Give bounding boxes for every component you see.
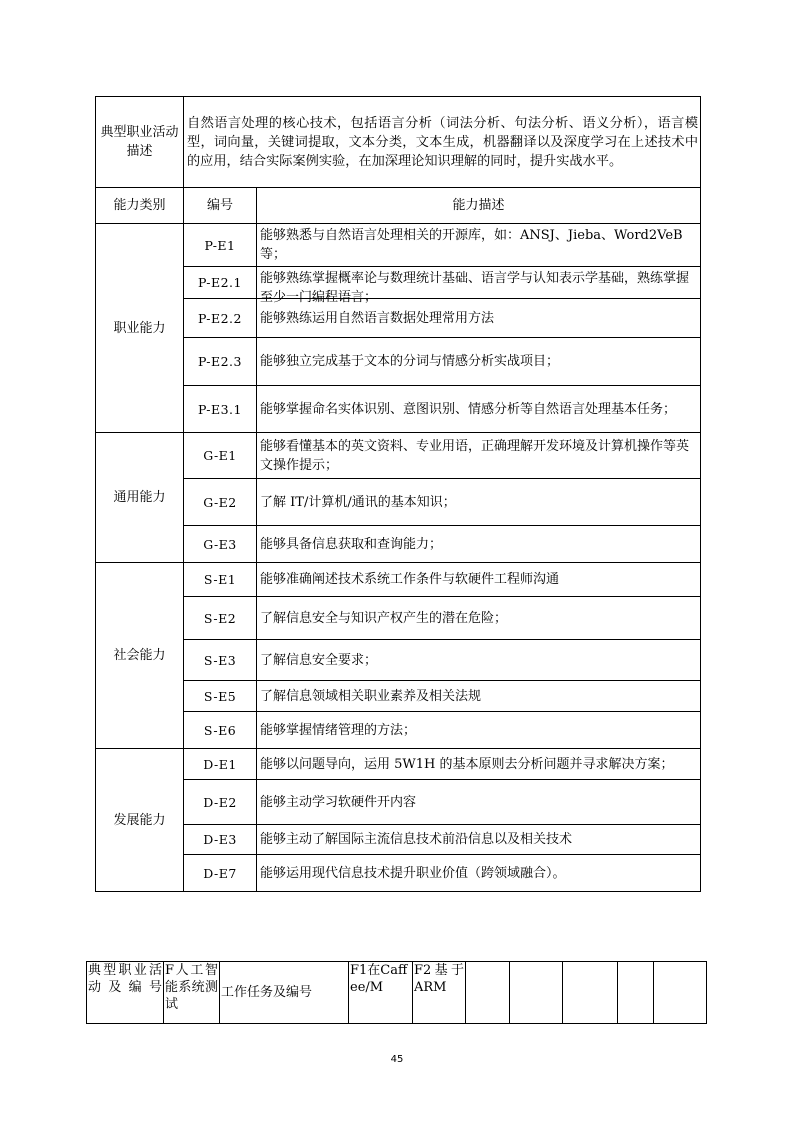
code-cell: D-E7 (184, 855, 257, 892)
desc-cell: 能够熟练掌握概率论与数理统计基础、语言学与认知表示学基础，熟练掌握至少一门编程语言； (260, 271, 690, 305)
code-cell: P-E3.1 (184, 386, 257, 433)
table-row (96, 780, 701, 825)
page-number: 45 (390, 1054, 404, 1065)
desc-cell: 能够熟练运用自然语言数据处理常用方法 (257, 299, 701, 338)
desc-cell: 能够看懂基本的英文资料、专业用语，正确理解开发环境及计算机操作等英文操作提示； (257, 433, 701, 479)
header-desc: 能力描述 (257, 188, 701, 224)
desc-cell: 能够独立完成基于文本的分词与情感分析实战项目； (257, 338, 701, 386)
table-row (96, 479, 701, 526)
activity-name: F人工智能系统测试 (164, 962, 220, 1024)
task-table (86, 961, 707, 1024)
code-cell: P-E2.3 (184, 338, 257, 386)
desc-cell: 能够运用现代信息技术提升职业价值（跨领域融合）。 (257, 855, 701, 892)
code-cell: G-E1 (184, 433, 257, 479)
category-cell: 职业能力 (96, 224, 184, 433)
desc-cell: 能够准确阐述技术系统工作条件与软硬件工程师沟通 (257, 563, 701, 597)
table-row (96, 299, 701, 338)
code-cell: S-E3 (184, 640, 257, 681)
header-category: 能力类别 (96, 188, 184, 224)
table-row (96, 825, 701, 855)
empty-cell (510, 962, 563, 1024)
desc-cell: 能够主动了解国际主流信息技术前沿信息以及相关技术 (257, 825, 701, 855)
desc-cell: 能够以问题导向，运用 5W1H 的基本原则去分析问题并寻求解决方案； (257, 749, 701, 780)
desc-cell: 能够具备信息获取和查询能力； (257, 526, 701, 563)
category-cell: 发展能力 (96, 749, 184, 892)
code-cell: P-E2.1 (184, 267, 257, 299)
desc-cell: 了解信息领域相关职业素养及相关法规 (257, 681, 701, 712)
code-cell: P-E1 (184, 224, 257, 267)
table-row (96, 749, 701, 780)
code-cell: S-E6 (184, 712, 257, 749)
desc-cell: 了解信息安全要求； (257, 640, 701, 681)
table-row (96, 433, 701, 479)
desc-cell: 了解 IT/计算机/通讯的基本知识； (257, 479, 701, 526)
activity-label: 典型职业活动描述 (96, 97, 184, 188)
desc-cell: 能够掌握命名实体识别、意图识别、情感分析等自然语言处理基本任务； (257, 386, 701, 433)
code-cell: S-E1 (184, 563, 257, 597)
task-f2: F2基于ARM (413, 962, 466, 1024)
table-row (96, 563, 701, 597)
table-row (96, 855, 701, 892)
table-row (96, 712, 701, 749)
code-cell: P-E2.2 (184, 299, 257, 338)
table-row (96, 597, 701, 640)
table-row (96, 526, 701, 563)
code-cell: S-E5 (184, 681, 257, 712)
empty-cell (563, 962, 618, 1024)
table-row (96, 681, 701, 712)
empty-cell (654, 962, 707, 1024)
empty-cell (466, 962, 510, 1024)
task-f1: F1在Caffee/M (349, 962, 413, 1024)
desc-cell: 能够熟悉与自然语言处理相关的开源库，如：ANSJ、Jieba、Word2VeB等； (257, 224, 701, 267)
desc-cell: 了解信息安全与知识产权产生的潜在危险； (257, 597, 701, 640)
code-cell: G-E2 (184, 479, 257, 526)
empty-cell (618, 962, 654, 1024)
category-cell: 社会能力 (96, 563, 184, 749)
task-code-label: 工作任务及编号 (220, 962, 349, 1024)
code-cell: D-E3 (184, 825, 257, 855)
table-row (96, 267, 701, 299)
code-cell: G-E3 (184, 526, 257, 563)
code-cell: S-E2 (184, 597, 257, 640)
activity-code-label: 典型职业活动及编号 (87, 962, 164, 1024)
table-row (96, 640, 701, 681)
table-row (96, 338, 701, 386)
table-row (96, 386, 701, 433)
header-code: 编号 (184, 188, 257, 224)
desc-cell: 能够主动学习软硬件开内容 (257, 780, 701, 825)
ability-table (95, 96, 701, 892)
desc-cell: 能够掌握情绪管理的方法； (257, 712, 701, 749)
code-cell: D-E2 (184, 780, 257, 825)
category-cell: 通用能力 (96, 433, 184, 563)
table-row (96, 224, 701, 267)
code-cell: D-E1 (184, 749, 257, 780)
activity-description: 自然语言处理的核心技术，包括语言分析（词法分析、句法分析、语义分析），语言模型，词向量，关键词提取，文本分类，文本生成，机器翻译以及深度学习在上述技术中的应用，结合实际案例实验，在加深理论知识理解的同时，提升实战水平。 (184, 97, 701, 188)
